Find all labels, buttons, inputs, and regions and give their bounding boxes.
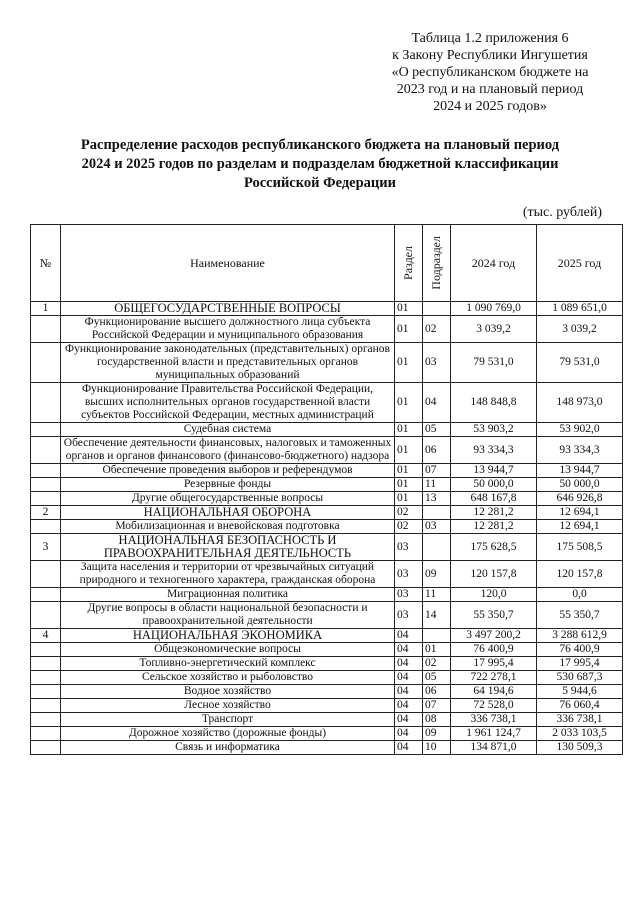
header-section: [395, 225, 423, 302]
row-number: [31, 643, 61, 657]
table-row: [31, 685, 623, 699]
row-section-code: 04: [395, 643, 423, 657]
row-amount-2025: 5 944,6: [537, 685, 623, 699]
row-number: 1: [31, 302, 61, 316]
row-amount-2024: 79 531,0: [451, 343, 537, 383]
header-subsection-label: Подраздел: [429, 236, 443, 290]
row-number: 3: [31, 534, 61, 561]
table-row: [31, 699, 623, 713]
table-row: [31, 464, 623, 478]
row-amount-2024: 648 167,8: [451, 492, 537, 506]
row-number: [31, 602, 61, 629]
row-amount-2025: 2 033 103,5: [537, 727, 623, 741]
row-name: Резервные фонды: [61, 478, 395, 492]
row-section-code: 01: [395, 343, 423, 383]
row-subsection-code: 07: [423, 464, 451, 478]
row-section-code: 04: [395, 699, 423, 713]
row-subsection-code: 03: [423, 343, 451, 383]
row-subsection-code: 05: [423, 423, 451, 437]
row-section-code: 04: [395, 671, 423, 685]
row-amount-2025: 3 288 612,9: [537, 629, 623, 643]
table-row: [31, 506, 623, 520]
row-amount-2025: 93 334,3: [537, 437, 623, 464]
row-section-code: 03: [395, 534, 423, 561]
row-number: [31, 671, 61, 685]
row-name: Функционирование Правительства Российской Федерации, высших исполнительных органов государственной власти субъектов Российской Федерации, местных администраций: [61, 383, 395, 423]
appendix-line: к Закону Республики Ингушетия: [392, 48, 588, 63]
row-name: Защита населения и территории от чрезвычайных ситуаций природного и техногенного характера, гражданская оборона: [61, 561, 395, 588]
row-name: Дорожное хозяйство (дорожные фонды): [61, 727, 395, 741]
table-row: [31, 383, 623, 423]
row-amount-2025: 50 000,0: [537, 478, 623, 492]
row-amount-2024: 55 350,7: [451, 602, 537, 629]
appendix-line: Таблица 1.2 приложения 6: [411, 31, 569, 46]
row-amount-2025: 55 350,7: [537, 602, 623, 629]
row-subsection-code: 10: [423, 741, 451, 755]
row-amount-2024: 12 281,2: [451, 506, 537, 520]
row-name: НАЦИОНАЛЬНАЯ ОБОРОНА: [61, 506, 395, 520]
row-name: Транспорт: [61, 713, 395, 727]
title-line: 2024 и 2025 годов по разделам и подразделам бюджетной классификации: [81, 156, 559, 172]
row-amount-2024: 76 400,9: [451, 643, 537, 657]
row-amount-2025: 130 509,3: [537, 741, 623, 755]
row-number: [31, 713, 61, 727]
row-name: Другие общегосударственные вопросы: [61, 492, 395, 506]
row-subsection-code: 02: [423, 316, 451, 343]
table-row: [31, 643, 623, 657]
row-amount-2025: 12 694,1: [537, 520, 623, 534]
row-number: [31, 464, 61, 478]
row-amount-2025: 76 060,4: [537, 699, 623, 713]
row-subsection-code: 03: [423, 520, 451, 534]
row-name: Связь и информатика: [61, 741, 395, 755]
row-section-code: 02: [395, 520, 423, 534]
row-amount-2025: 79 531,0: [537, 343, 623, 383]
row-amount-2025: 1 089 651,0: [537, 302, 623, 316]
row-subsection-code: 08: [423, 713, 451, 727]
table-row: [31, 492, 623, 506]
table-header-row: [31, 225, 623, 302]
row-amount-2025: 120 157,8: [537, 561, 623, 588]
row-section-code: 03: [395, 561, 423, 588]
row-subsection-code: 14: [423, 602, 451, 629]
row-subsection-code: 11: [423, 588, 451, 602]
row-name: Топливно-энергетический комплекс: [61, 657, 395, 671]
row-amount-2025: 13 944,7: [537, 464, 623, 478]
row-amount-2025: 148 973,0: [537, 383, 623, 423]
row-section-code: 01: [395, 383, 423, 423]
row-amount-2025: 17 995,4: [537, 657, 623, 671]
row-name: НАЦИОНАЛЬНАЯ ЭКОНОМИКА: [61, 629, 395, 643]
row-number: [31, 343, 61, 383]
row-number: [31, 423, 61, 437]
row-amount-2024: 17 995,4: [451, 657, 537, 671]
row-number: [31, 561, 61, 588]
table-row: [31, 602, 623, 629]
table-row: [31, 741, 623, 755]
row-subsection-code: 13: [423, 492, 451, 506]
row-amount-2024: 3 039,2: [451, 316, 537, 343]
row-section-code: 04: [395, 657, 423, 671]
row-number: [31, 383, 61, 423]
row-number: [31, 657, 61, 671]
row-number: [31, 741, 61, 755]
row-section-code: 01: [395, 316, 423, 343]
row-subsection-code: 04: [423, 383, 451, 423]
row-subsection-code: 06: [423, 437, 451, 464]
row-section-code: 01: [395, 423, 423, 437]
row-amount-2025: 3 039,2: [537, 316, 623, 343]
row-section-code: 04: [395, 727, 423, 741]
row-amount-2025: 0,0: [537, 588, 623, 602]
row-amount-2024: 134 871,0: [451, 741, 537, 755]
row-subsection-code: 07: [423, 699, 451, 713]
row-amount-2025: 530 687,3: [537, 671, 623, 685]
table-row: [31, 343, 623, 383]
row-number: [31, 437, 61, 464]
row-name: Функционирование высшего должностного лица субъекта Российской Федерации и муниципального образования: [61, 316, 395, 343]
table-row: [31, 423, 623, 437]
row-name: Миграционная политика: [61, 588, 395, 602]
header-2024: 2024 год: [451, 225, 537, 302]
row-name: Обеспечение проведения выборов и референдумов: [61, 464, 395, 478]
row-subsection-code: [423, 506, 451, 520]
row-number: 2: [31, 506, 61, 520]
table-row: [31, 437, 623, 464]
title-line: Российской Федерации: [243, 175, 396, 191]
row-amount-2024: 1 961 124,7: [451, 727, 537, 741]
row-name: Обеспечение деятельности финансовых, налоговых и таможенных органов и органов финансового (финансово-бюджетного) надзора: [61, 437, 395, 464]
table-row: [31, 657, 623, 671]
row-subsection-code: 11: [423, 478, 451, 492]
table-row: [31, 588, 623, 602]
row-subsection-code: [423, 534, 451, 561]
row-name: Лесное хозяйство: [61, 699, 395, 713]
row-amount-2024: 1 090 769,0: [451, 302, 537, 316]
row-amount-2025: 76 400,9: [537, 643, 623, 657]
row-amount-2024: 72 528,0: [451, 699, 537, 713]
row-amount-2024: 336 738,1: [451, 713, 537, 727]
document-title: [70, 136, 570, 193]
row-section-code: 01: [395, 478, 423, 492]
row-subsection-code: [423, 302, 451, 316]
row-name: Общеэкономические вопросы: [61, 643, 395, 657]
row-number: [31, 727, 61, 741]
table-row: [31, 302, 623, 316]
header-section-label: Раздел: [401, 246, 415, 280]
row-amount-2024: 120 157,8: [451, 561, 537, 588]
budget-table: [30, 224, 623, 755]
row-subsection-code: 01: [423, 643, 451, 657]
appendix-line: 2024 и 2025 годов»: [433, 99, 547, 114]
title-line: Распределение расходов республиканского бюджета на плановый период: [80, 137, 560, 153]
row-amount-2024: 175 628,5: [451, 534, 537, 561]
row-section-code: 04: [395, 629, 423, 643]
row-number: [31, 685, 61, 699]
row-amount-2025: 336 738,1: [537, 713, 623, 727]
appendix-line: «О республиканском бюджете на: [391, 65, 589, 80]
row-section-code: 01: [395, 437, 423, 464]
row-name: ОБЩЕГОСУДАРСТВЕННЫЕ ВОПРОСЫ: [61, 302, 395, 316]
row-amount-2024: 12 281,2: [451, 520, 537, 534]
row-number: [31, 699, 61, 713]
table-row: [31, 316, 623, 343]
header-2025: 2025 год: [537, 225, 623, 302]
row-subsection-code: 02: [423, 657, 451, 671]
row-number: [31, 478, 61, 492]
row-amount-2025: 175 508,5: [537, 534, 623, 561]
row-section-code: 04: [395, 685, 423, 699]
table-row: [31, 671, 623, 685]
row-subsection-code: [423, 629, 451, 643]
row-name: Функционирование законодательных (представительных) органов государственной власти и представительных органов муниципальных образований: [61, 343, 395, 383]
row-subsection-code: 05: [423, 671, 451, 685]
row-section-code: 01: [395, 492, 423, 506]
row-number: [31, 588, 61, 602]
row-name: НАЦИОНАЛЬНАЯ БЕЗОПАСНОСТЬ И ПРАВООХРАНИТЕЛЬНАЯ ДЕЯТЕЛЬНОСТЬ: [61, 534, 395, 561]
header-no: №: [31, 225, 61, 302]
row-name: Водное хозяйство: [61, 685, 395, 699]
row-section-code: 04: [395, 741, 423, 755]
row-section-code: 01: [395, 302, 423, 316]
row-amount-2025: 646 926,8: [537, 492, 623, 506]
table-row: [31, 520, 623, 534]
row-number: [31, 492, 61, 506]
row-amount-2024: 64 194,6: [451, 685, 537, 699]
row-section-code: 02: [395, 506, 423, 520]
row-amount-2024: 3 497 200,2: [451, 629, 537, 643]
row-number: [31, 316, 61, 343]
appendix-line: 2023 год и на плановый период: [396, 82, 584, 97]
row-amount-2024: 53 903,2: [451, 423, 537, 437]
table-row: [31, 534, 623, 561]
row-amount-2024: 148 848,8: [451, 383, 537, 423]
row-name: Судебная система: [61, 423, 395, 437]
table-row: [31, 727, 623, 741]
row-subsection-code: 09: [423, 561, 451, 588]
table-row: [31, 629, 623, 643]
row-amount-2025: 53 902,0: [537, 423, 623, 437]
row-subsection-code: 09: [423, 727, 451, 741]
table-row: [31, 713, 623, 727]
row-number: [31, 520, 61, 534]
table-row: [31, 561, 623, 588]
row-section-code: 03: [395, 602, 423, 629]
table-body: [31, 302, 623, 755]
row-section-code: 04: [395, 713, 423, 727]
row-amount-2024: 50 000,0: [451, 478, 537, 492]
row-name: Сельское хозяйство и рыболовство: [61, 671, 395, 685]
appendix-note: [360, 30, 620, 115]
header-name: Наименование: [61, 225, 395, 302]
row-amount-2024: 722 278,1: [451, 671, 537, 685]
row-amount-2025: 12 694,1: [537, 506, 623, 520]
row-number: 4: [31, 629, 61, 643]
row-subsection-code: 06: [423, 685, 451, 699]
row-name: Другие вопросы в области национальной безопасности и правоохранительной деятельности: [61, 602, 395, 629]
row-name: Мобилизационная и вневойсковая подготовка: [61, 520, 395, 534]
row-section-code: 01: [395, 464, 423, 478]
table-row: [31, 478, 623, 492]
row-amount-2024: 93 334,3: [451, 437, 537, 464]
row-amount-2024: 120,0: [451, 588, 537, 602]
units-label: (тыс. рублей): [522, 205, 602, 220]
row-amount-2024: 13 944,7: [451, 464, 537, 478]
row-section-code: 03: [395, 588, 423, 602]
header-subsection: [423, 225, 451, 302]
